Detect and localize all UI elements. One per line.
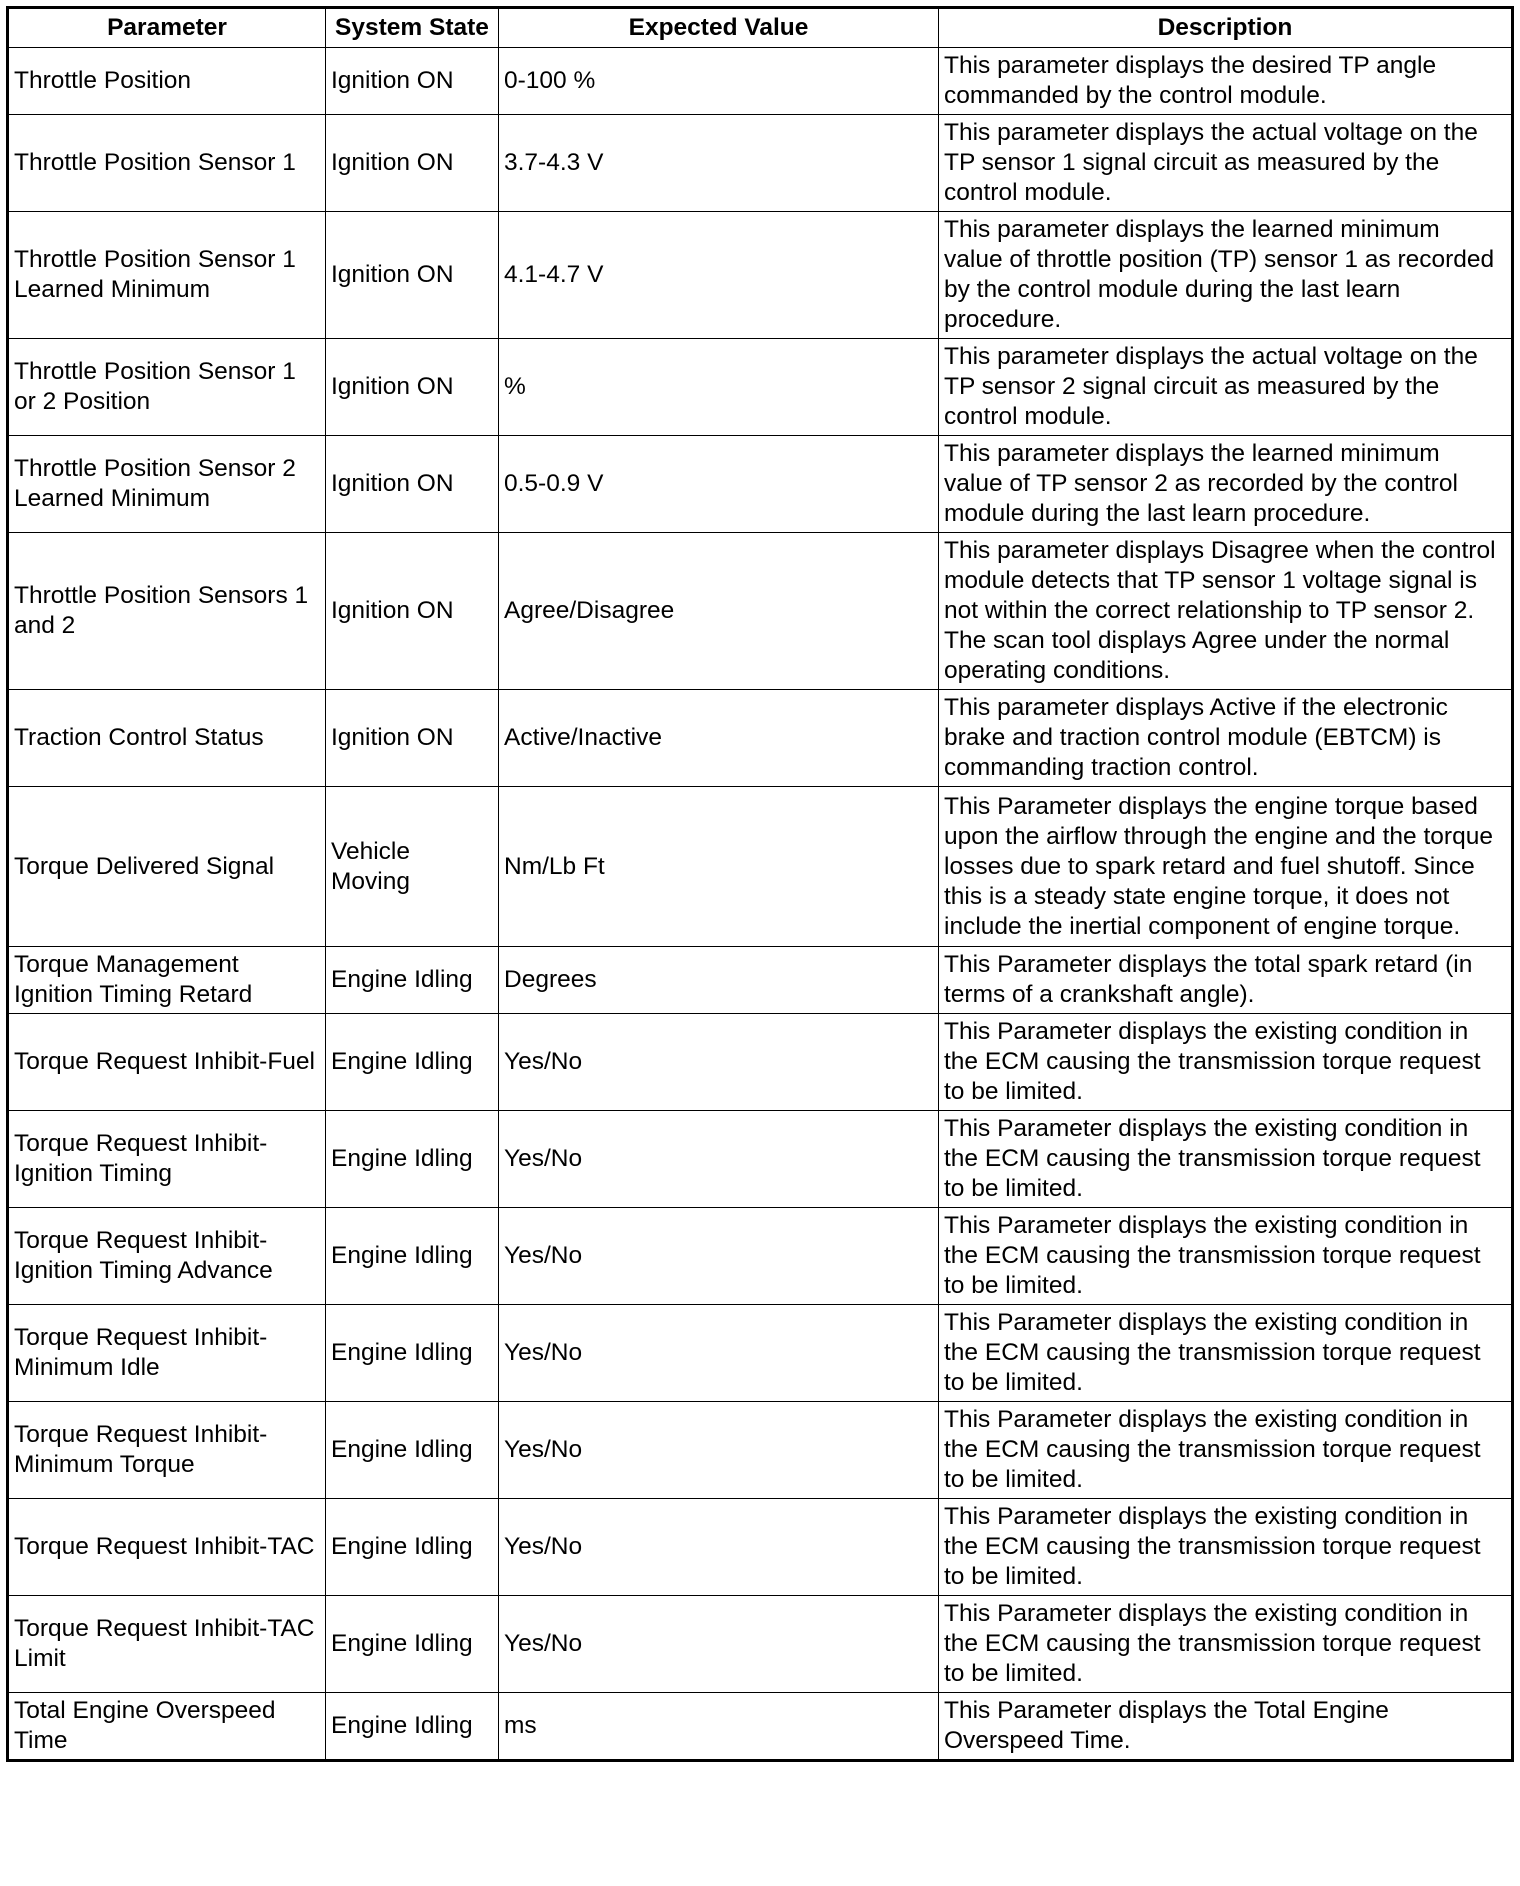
cell-parameter: Throttle Position — [8, 48, 326, 115]
cell-description: This parameter displays Disagree when the control module detects that TP sensor 1 voltage signal is not within the correct relationship to TP sensor 2. The scan tool displays Agree under the normal operating conditions. — [939, 533, 1513, 690]
cell-expected-value: ms — [499, 1693, 939, 1761]
cell-description: This parameter displays the desired TP angle commanded by the control module. — [939, 48, 1513, 115]
cell-expected-value: Agree/Disagree — [499, 533, 939, 690]
cell-system-state: Engine Idling — [326, 1596, 499, 1693]
parameter-table — [6, 6, 1514, 1762]
cell-description: This Parameter displays the engine torque based upon the airflow through the engine and the torque losses due to spark retard and fuel shutoff. Since this is a steady state engine torque, it does not include the inertial component of engine torque. — [939, 787, 1513, 947]
cell-system-state: Engine Idling — [326, 1693, 499, 1761]
cell-parameter: Throttle Position Sensor 2 Learned Minimum — [8, 436, 326, 533]
cell-expected-value: Yes/No — [499, 1014, 939, 1111]
cell-expected-value: 0.5-0.9 V — [499, 436, 939, 533]
parameter-table-container — [6, 6, 1511, 1762]
cell-description: This parameter displays the actual voltage on the TP sensor 1 signal circuit as measured by the control module. — [939, 115, 1513, 212]
cell-system-state: Ignition ON — [326, 115, 499, 212]
cell-description: This Parameter displays the existing condition in the ECM causing the transmission torque request to be limited. — [939, 1111, 1513, 1208]
cell-description: This parameter displays Active if the electronic brake and traction control module (EBTCM) is commanding traction control. — [939, 690, 1513, 787]
cell-parameter: Torque Request Inhibit-Ignition Timing — [8, 1111, 326, 1208]
cell-parameter: Torque Request Inhibit-TAC — [8, 1499, 326, 1596]
cell-expected-value: Degrees — [499, 947, 939, 1014]
header-expected-value: Expected Value — [499, 8, 939, 48]
cell-system-state: Ignition ON — [326, 533, 499, 690]
header-description: Description — [939, 8, 1513, 48]
table-row — [8, 1014, 1513, 1111]
cell-description: This Parameter displays the existing condition in the ECM causing the transmission torque request to be limited. — [939, 1014, 1513, 1111]
cell-expected-value: Yes/No — [499, 1402, 939, 1499]
cell-expected-value: Nm/Lb Ft — [499, 787, 939, 947]
table-row — [8, 1596, 1513, 1693]
table-body — [8, 48, 1513, 1761]
cell-expected-value: % — [499, 339, 939, 436]
cell-description: This Parameter displays the Total Engine Overspeed Time. — [939, 1693, 1513, 1761]
cell-expected-value: Yes/No — [499, 1596, 939, 1693]
cell-parameter: Torque Request Inhibit-Minimum Torque — [8, 1402, 326, 1499]
header-system-state: System State — [326, 8, 499, 48]
cell-system-state: Ignition ON — [326, 339, 499, 436]
table-row — [8, 1402, 1513, 1499]
cell-parameter: Torque Request Inhibit-Fuel — [8, 1014, 326, 1111]
cell-system-state: Engine Idling — [326, 1305, 499, 1402]
table-header — [8, 8, 1513, 48]
cell-expected-value: Yes/No — [499, 1499, 939, 1596]
table-row — [8, 1305, 1513, 1402]
cell-parameter: Total Engine Overspeed Time — [8, 1693, 326, 1761]
table-row — [8, 787, 1513, 947]
cell-parameter: Torque Request Inhibit-TAC Limit — [8, 1596, 326, 1693]
cell-parameter: Torque Request Inhibit-Minimum Idle — [8, 1305, 326, 1402]
cell-description: This Parameter displays the total spark retard (in terms of a crankshaft angle). — [939, 947, 1513, 1014]
cell-parameter: Torque Request Inhibit-Ignition Timing Advance — [8, 1208, 326, 1305]
cell-description: This Parameter displays the existing condition in the ECM causing the transmission torque request to be limited. — [939, 1499, 1513, 1596]
table-row — [8, 1693, 1513, 1761]
cell-system-state: Engine Idling — [326, 1499, 499, 1596]
cell-expected-value: 4.1-4.7 V — [499, 212, 939, 339]
cell-system-state: Engine Idling — [326, 1402, 499, 1499]
cell-description: This Parameter displays the existing condition in the ECM causing the transmission torque request to be limited. — [939, 1208, 1513, 1305]
cell-system-state: Ignition ON — [326, 48, 499, 115]
cell-expected-value: Yes/No — [499, 1111, 939, 1208]
table-row — [8, 947, 1513, 1014]
cell-parameter: Throttle Position Sensor 1 or 2 Position — [8, 339, 326, 436]
cell-parameter: Throttle Position Sensor 1 Learned Minimum — [8, 212, 326, 339]
cell-description: This parameter displays the learned minimum value of TP sensor 2 as recorded by the control module during the last learn procedure. — [939, 436, 1513, 533]
cell-parameter: Throttle Position Sensor 1 — [8, 115, 326, 212]
table-row — [8, 1499, 1513, 1596]
table-row — [8, 115, 1513, 212]
table-row — [8, 212, 1513, 339]
cell-description: This Parameter displays the existing condition in the ECM causing the transmission torque request to be limited. — [939, 1305, 1513, 1402]
table-row — [8, 533, 1513, 690]
cell-description: This Parameter displays the existing condition in the ECM causing the transmission torque request to be limited. — [939, 1402, 1513, 1499]
table-row — [8, 48, 1513, 115]
table-row — [8, 690, 1513, 787]
cell-parameter: Torque Management Ignition Timing Retard — [8, 947, 326, 1014]
cell-expected-value: Active/Inactive — [499, 690, 939, 787]
cell-expected-value: 3.7-4.3 V — [499, 115, 939, 212]
table-row — [8, 1208, 1513, 1305]
cell-system-state: Engine Idling — [326, 1014, 499, 1111]
cell-parameter: Throttle Position Sensors 1 and 2 — [8, 533, 326, 690]
cell-expected-value: Yes/No — [499, 1305, 939, 1402]
cell-system-state: Engine Idling — [326, 1111, 499, 1208]
cell-expected-value: Yes/No — [499, 1208, 939, 1305]
cell-parameter: Torque Delivered Signal — [8, 787, 326, 947]
cell-system-state: Engine Idling — [326, 1208, 499, 1305]
cell-description: This parameter displays the learned minimum value of throttle position (TP) sensor 1 as recorded by the control module during the last learn procedure. — [939, 212, 1513, 339]
cell-system-state: Vehicle Moving — [326, 787, 499, 947]
cell-expected-value: 0-100 % — [499, 48, 939, 115]
header-row — [8, 8, 1513, 48]
table-row — [8, 1111, 1513, 1208]
header-parameter: Parameter — [8, 8, 326, 48]
cell-system-state: Ignition ON — [326, 436, 499, 533]
cell-description: This parameter displays the actual voltage on the TP sensor 2 signal circuit as measured by the control module. — [939, 339, 1513, 436]
cell-system-state: Ignition ON — [326, 690, 499, 787]
table-row — [8, 436, 1513, 533]
cell-parameter: Traction Control Status — [8, 690, 326, 787]
cell-system-state: Engine Idling — [326, 947, 499, 1014]
cell-description: This Parameter displays the existing condition in the ECM causing the transmission torque request to be limited. — [939, 1596, 1513, 1693]
cell-system-state: Ignition ON — [326, 212, 499, 339]
table-row — [8, 339, 1513, 436]
